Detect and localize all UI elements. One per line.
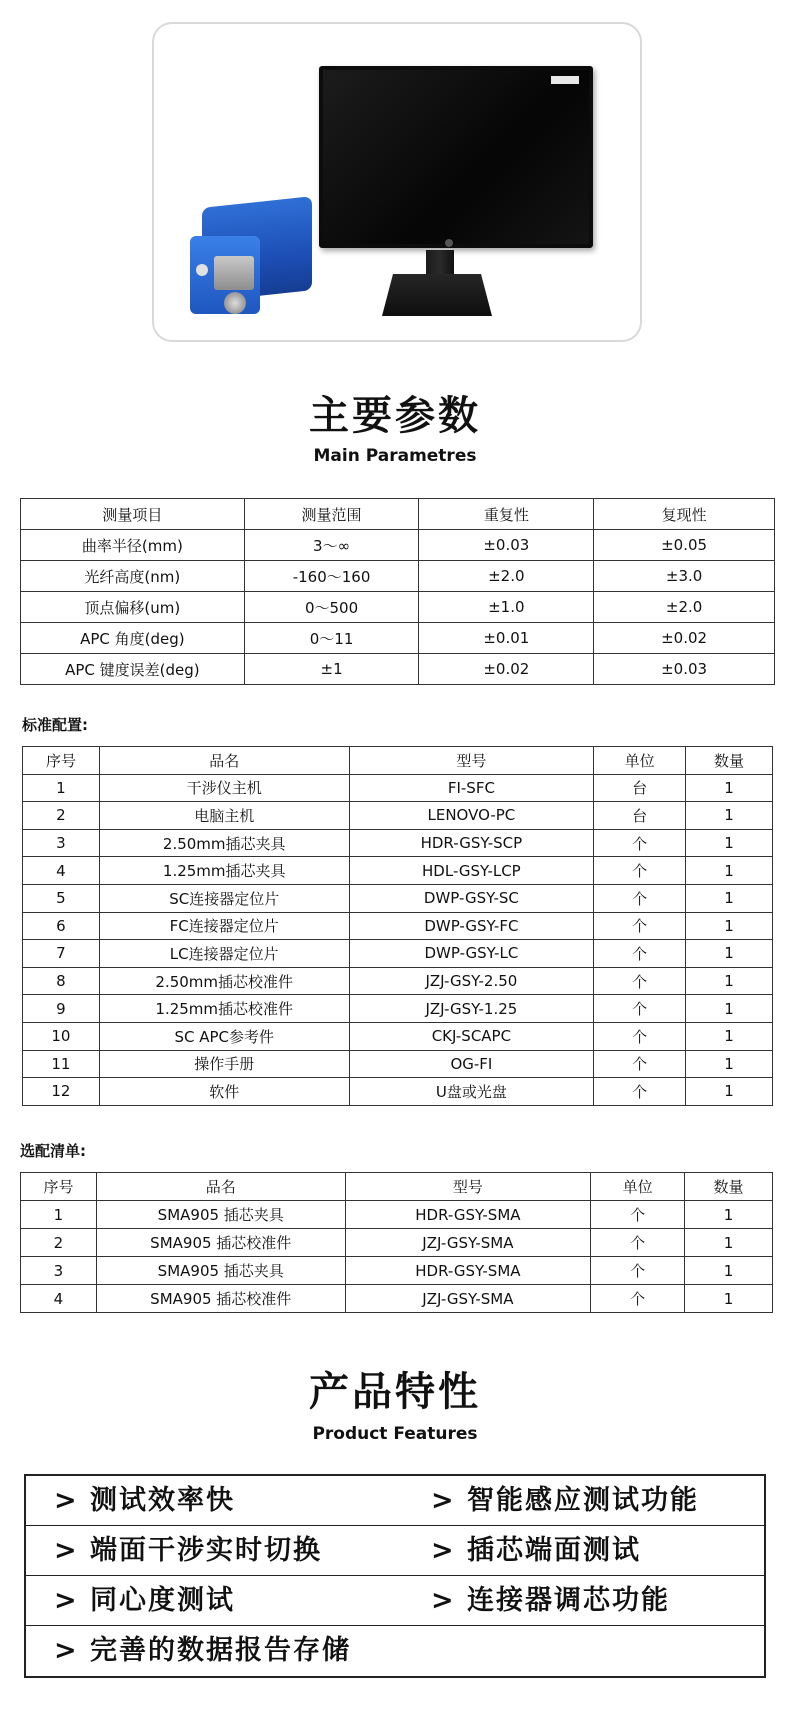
main-params-table <box>20 498 775 685</box>
table-cell: JZJ-GSY-SMA <box>345 1229 591 1257</box>
table-cell: HDR-GSY-SMA <box>345 1201 591 1229</box>
table-row <box>23 912 773 940</box>
table-cell: 台 <box>594 774 686 802</box>
table-cell: 曲率半径(mm) <box>21 530 245 561</box>
table-row <box>21 654 775 685</box>
feature-row <box>26 1526 764 1576</box>
header-cell: 复现性 <box>594 499 775 530</box>
header-cell: 测量范围 <box>244 499 419 530</box>
table-cell: 1 <box>686 829 773 857</box>
table-cell: 4 <box>21 1285 97 1313</box>
feature-row <box>26 1576 764 1626</box>
table-cell: 5 <box>23 884 100 912</box>
table-cell: ±2.0 <box>419 561 594 592</box>
feature-item: > 测试效率快 <box>54 1485 236 1516</box>
table-cell: ±0.02 <box>594 623 775 654</box>
table-cell: OG-FI <box>349 1050 594 1078</box>
table-cell: FI-SFC <box>349 774 594 802</box>
table-cell: 1 <box>686 774 773 802</box>
table-cell: DWP-GSY-LC <box>349 940 594 968</box>
table-cell: 顶点偏移(um) <box>21 592 245 623</box>
table-cell: 1.25mm插芯校准件 <box>99 995 349 1023</box>
table-cell: SMA905 插芯校准件 <box>96 1229 345 1257</box>
table-cell: CKJ-SCAPC <box>349 1022 594 1050</box>
table-cell: FC连接器定位片 <box>99 912 349 940</box>
table-row <box>21 530 775 561</box>
header-cell: 序号 <box>23 747 100 775</box>
feature-item: > 连接器调芯功能 <box>431 1585 671 1616</box>
table-cell: 12 <box>23 1078 100 1106</box>
table-cell: 个 <box>594 940 686 968</box>
table-cell: U盘或光盘 <box>349 1078 594 1106</box>
table-row <box>23 802 773 830</box>
table-cell: 软件 <box>99 1078 349 1106</box>
table-row <box>23 995 773 1023</box>
table-cell: 操作手册 <box>99 1050 349 1078</box>
main-params-subtitle: Main Parametres <box>313 446 477 466</box>
table-cell: 2.50mm插芯夹具 <box>99 829 349 857</box>
table-cell: 3 <box>21 1257 97 1285</box>
feature-item: > 插芯端面测试 <box>431 1535 642 1566</box>
table-cell: SC APC参考件 <box>99 1022 349 1050</box>
table-row <box>23 857 773 885</box>
features-subtitle: Product Features <box>312 1424 478 1444</box>
table-row <box>21 1201 773 1229</box>
table-cell: 个 <box>591 1229 685 1257</box>
table-row <box>23 1050 773 1078</box>
table-cell: 11 <box>23 1050 100 1078</box>
header-cell: 序号 <box>21 1173 97 1201</box>
table-cell: SMA905 插芯夹具 <box>96 1201 345 1229</box>
table-cell: 8 <box>23 967 100 995</box>
feature-row <box>26 1626 764 1676</box>
standard-config-label: 标准配置: <box>22 716 88 734</box>
table-cell: 1 <box>686 940 773 968</box>
table-cell: 2.50mm插芯校准件 <box>99 967 349 995</box>
table-cell: 个 <box>591 1285 685 1313</box>
table-row <box>21 592 775 623</box>
feature-item: > 完善的数据报告存储 <box>54 1635 352 1666</box>
table-cell: 2 <box>21 1229 97 1257</box>
table-cell: 1 <box>685 1201 773 1229</box>
table-row <box>23 884 773 912</box>
monitor-logo <box>445 239 453 247</box>
table-cell: ±0.03 <box>594 654 775 685</box>
table-cell: 1 <box>686 802 773 830</box>
table-cell: 干涉仪主机 <box>99 774 349 802</box>
table-cell: 1 <box>686 1022 773 1050</box>
monitor-stand-base <box>382 274 492 316</box>
table-cell: ±0.05 <box>594 530 775 561</box>
table-cell: SC连接器定位片 <box>99 884 349 912</box>
table-row <box>23 967 773 995</box>
table-cell: 6 <box>23 912 100 940</box>
table-cell: -160～160 <box>244 561 419 592</box>
table-cell: JZJ-GSY-2.50 <box>349 967 594 995</box>
table-row <box>21 1257 773 1285</box>
table-row <box>23 940 773 968</box>
table-cell: SMA905 插芯校准件 <box>96 1285 345 1313</box>
table-cell: 1 <box>685 1257 773 1285</box>
table-cell: ±3.0 <box>594 561 775 592</box>
table-row <box>21 1229 773 1257</box>
table-cell: 2 <box>23 802 100 830</box>
table-cell: HDR-GSY-SMA <box>345 1257 591 1285</box>
feature-row <box>26 1476 764 1526</box>
table-header-row <box>21 499 775 530</box>
table-cell: ±1.0 <box>419 592 594 623</box>
table-cell: 个 <box>594 912 686 940</box>
table-cell: 个 <box>594 995 686 1023</box>
header-cell: 单位 <box>591 1173 685 1201</box>
table-cell: 9 <box>23 995 100 1023</box>
table-cell: 个 <box>594 857 686 885</box>
table-cell: DWP-GSY-SC <box>349 884 594 912</box>
table-cell: 1 <box>686 1078 773 1106</box>
table-cell: 个 <box>591 1201 685 1229</box>
table-row <box>23 829 773 857</box>
table-cell: 电脑主机 <box>99 802 349 830</box>
table-cell: ±2.0 <box>594 592 775 623</box>
table-row <box>21 1285 773 1313</box>
table-cell: 7 <box>23 940 100 968</box>
table-cell: 1 <box>686 1050 773 1078</box>
table-cell: ±0.01 <box>419 623 594 654</box>
table-row <box>23 774 773 802</box>
table-cell: 1 <box>21 1201 97 1229</box>
table-cell: ±1 <box>244 654 419 685</box>
table-cell: ±0.03 <box>419 530 594 561</box>
table-cell: HDL-GSY-LCP <box>349 857 594 885</box>
table-cell: 0～11 <box>244 623 419 654</box>
table-cell: 4 <box>23 857 100 885</box>
optional-config-table <box>20 1172 773 1313</box>
features-title: 产品特性 <box>309 1369 481 1415</box>
device-knob <box>196 264 208 276</box>
table-cell: LENOVO-PC <box>349 802 594 830</box>
main-params-title: 主要参数 <box>309 393 481 439</box>
table-cell: DWP-GSY-FC <box>349 912 594 940</box>
table-cell: 台 <box>594 802 686 830</box>
table-cell: JZJ-GSY-SMA <box>345 1285 591 1313</box>
table-cell: 1 <box>23 774 100 802</box>
table-header-row <box>23 747 773 775</box>
table-row <box>21 623 775 654</box>
table-cell: 个 <box>594 829 686 857</box>
table-cell: APC 角度(deg) <box>21 623 245 654</box>
header-cell: 型号 <box>349 747 594 775</box>
table-row <box>21 561 775 592</box>
standard-config-table <box>22 746 773 1106</box>
table-cell: JZJ-GSY-1.25 <box>349 995 594 1023</box>
table-cell: 个 <box>594 967 686 995</box>
table-cell: LC连接器定位片 <box>99 940 349 968</box>
table-cell: 1 <box>685 1229 773 1257</box>
header-cell: 测量项目 <box>21 499 245 530</box>
table-row <box>23 1078 773 1106</box>
table-cell: 个 <box>594 884 686 912</box>
table-cell: 个 <box>591 1257 685 1285</box>
table-cell: HDR-GSY-SCP <box>349 829 594 857</box>
table-cell: 1 <box>686 884 773 912</box>
table-cell: 光纤高度(nm) <box>21 561 245 592</box>
features-box <box>24 1474 766 1678</box>
header-cell: 品名 <box>99 747 349 775</box>
header-cell: 数量 <box>685 1173 773 1201</box>
table-cell: 3～∞ <box>244 530 419 561</box>
monitor-sticker <box>551 76 579 84</box>
table-cell: SMA905 插芯夹具 <box>96 1257 345 1285</box>
table-cell: 1 <box>686 995 773 1023</box>
header-cell: 重复性 <box>419 499 594 530</box>
header-cell: 品名 <box>96 1173 345 1201</box>
table-cell: APC 键度误差(deg) <box>21 654 245 685</box>
feature-item: > 同心度测试 <box>54 1585 236 1616</box>
feature-item: > 智能感应测试功能 <box>431 1485 700 1516</box>
optional-config-label: 选配清单: <box>20 1142 86 1160</box>
monitor-image <box>319 66 593 248</box>
table-cell: 1 <box>686 967 773 995</box>
table-cell: 1 <box>685 1285 773 1313</box>
table-cell: 0～500 <box>244 592 419 623</box>
table-cell: ±0.02 <box>419 654 594 685</box>
header-cell: 型号 <box>345 1173 591 1201</box>
table-row <box>23 1022 773 1050</box>
table-cell: 个 <box>594 1022 686 1050</box>
fiber-clamp <box>214 256 254 290</box>
table-header-row <box>21 1173 773 1201</box>
feature-item: > 端面干涉实时切换 <box>54 1535 323 1566</box>
table-cell: 个 <box>594 1078 686 1106</box>
table-cell: 10 <box>23 1022 100 1050</box>
table-cell: 3 <box>23 829 100 857</box>
table-cell: 1.25mm插芯夹具 <box>99 857 349 885</box>
table-cell: 1 <box>686 912 773 940</box>
clamp-screw <box>224 292 246 314</box>
table-cell: 个 <box>594 1050 686 1078</box>
table-cell: 1 <box>686 857 773 885</box>
product-photo <box>152 22 642 342</box>
header-cell: 数量 <box>686 747 773 775</box>
header-cell: 单位 <box>594 747 686 775</box>
